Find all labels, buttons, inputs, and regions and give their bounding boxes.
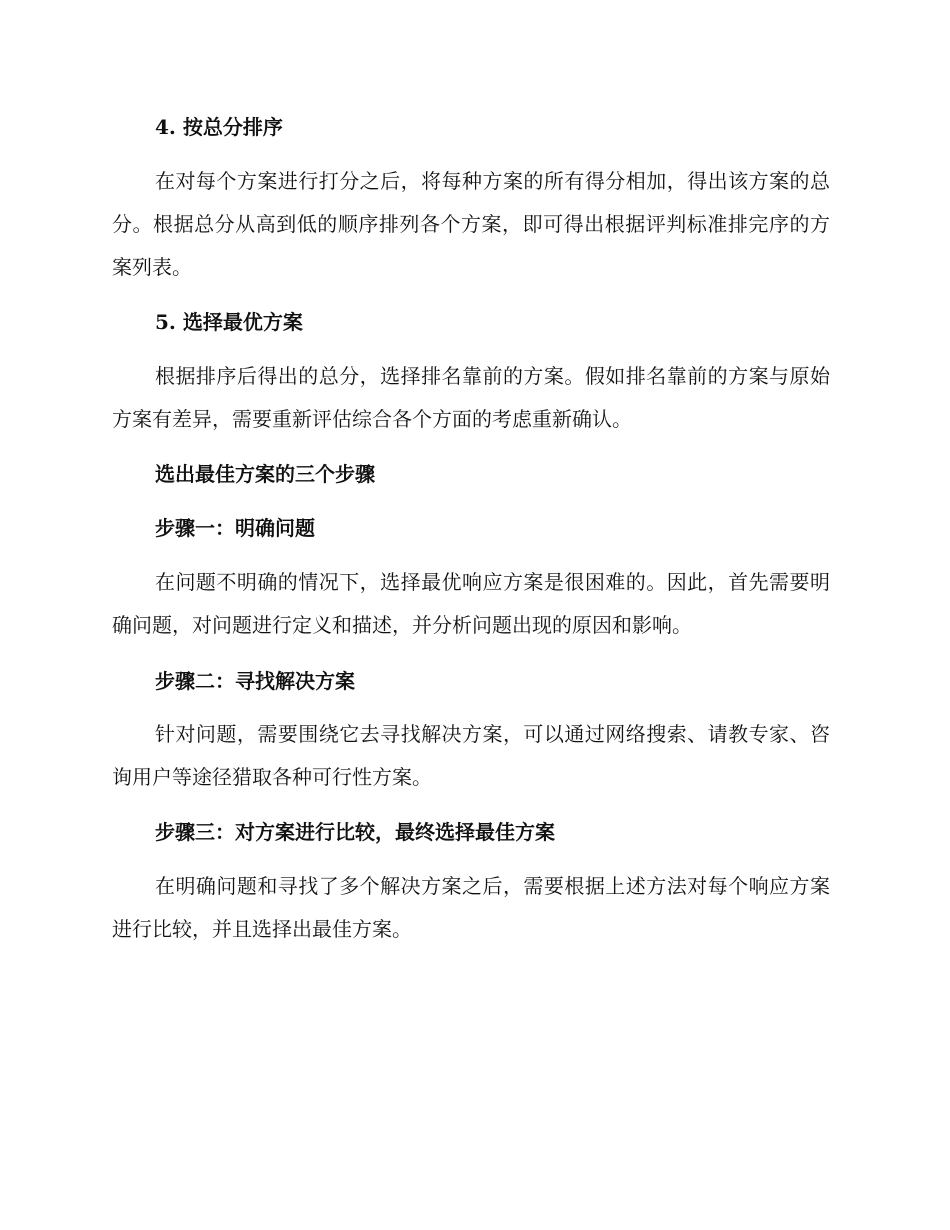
paragraph-step-2: 针对问题，需要围绕它去寻找解决方案，可以通过网络搜索、请教专家、咨询用户等途径猎取各种可行性方案。: [112, 722, 830, 789]
section-heading-sort-by-total: 4. 按总分排序: [155, 115, 283, 139]
paragraph-step-1: 在问题不明确的情况下，选择最优响应方案是很困难的。因此，首先需要明确问题，对问题进行定义和描述，并分析问题出现的原因和影响。: [112, 570, 830, 637]
section-heading-three-steps: 选出最佳方案的三个步骤: [155, 462, 375, 486]
document-page: [112, 0, 830, 1230]
step-heading-2: 步骤二：寻找解决方案: [155, 669, 355, 693]
section-heading-select-optimal: 5. 选择最优方案: [155, 310, 303, 334]
paragraph-select-optimal: 根据排序后得出的总分，选择排名靠前的方案。假如排名靠前的方案与原始方案有差异，需要重新评估综合各个方面的考虑重新确认。: [112, 364, 830, 431]
step-heading-3: 步骤三：对方案进行比较，最终选择最佳方案: [155, 820, 555, 844]
step-heading-1: 步骤一：明确问题: [155, 516, 315, 540]
paragraph-step-3: 在明确问题和寻找了多个解决方案之后，需要根据上述方法对每个响应方案进行比较，并且选择出最佳方案。: [112, 874, 830, 941]
paragraph-sort-by-total: 在对每个方案进行打分之后，将每种方案的所有得分相加，得出该方案的总分。根据总分从高到低的顺序排列各个方案，即可得出根据评判标准排完序的方案列表。: [112, 169, 830, 279]
